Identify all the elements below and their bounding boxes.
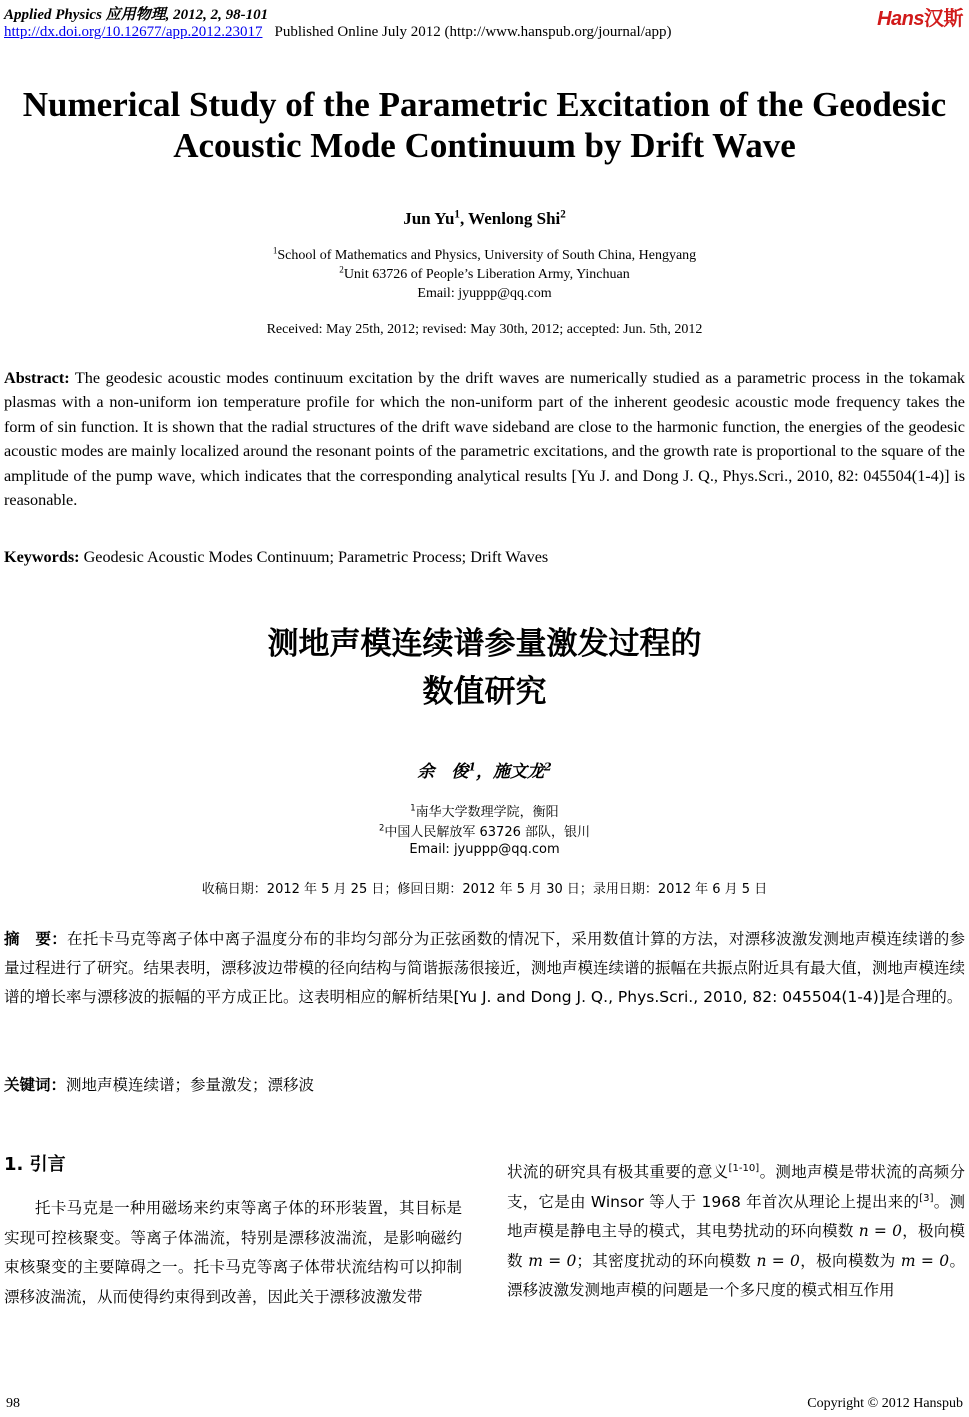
author-list [0, 209, 969, 229]
citation-2: [3] [919, 1192, 934, 1204]
abstract-label: Abstract: [4, 369, 70, 387]
math-m-eq-0: m = 0 [528, 1251, 577, 1270]
cn-title [0, 620, 969, 716]
author-2-sup: 2 [560, 208, 566, 221]
aff2-sup: 2 [339, 264, 344, 275]
affiliation-2 [0, 264, 969, 283]
journal-name: Applied Physics 应用物理, 2012, 2, 98-101 [4, 7, 269, 23]
math-n-eq-0-density: n = 0 [756, 1251, 800, 1270]
right-text-2: 。测地声模是带状流的高频分支，它是由 Winsor 等人于 1968 年首次从理论上提出来的 [507, 1163, 965, 1211]
body-column-right [507, 1158, 965, 1306]
cn-aff1-text: 南华大学数理学院，衡阳 [415, 805, 559, 820]
right-text-4: ，极向模数 [507, 1222, 965, 1270]
received-dates: Received: May 25th, 2012; revised: May 30th, 2012; accepted: Jun. 5th, 2012 [266, 322, 703, 337]
right-text-3: 。测地声模是静电主导的模式，其电势扰动的环向模数 [507, 1192, 965, 1240]
math-n-eq-0: n = 0 [858, 1222, 902, 1240]
right-text-1: 状流的研究具有极其重要的意义 [507, 1163, 729, 1181]
cn-email: Email: jyuppp@qq.com [409, 842, 560, 857]
affiliation-1 [0, 245, 969, 264]
publisher-logo [877, 2, 963, 31]
aff2-text: Unit 63726 of People’s Liberation Army, Yinchuan [343, 267, 630, 282]
right-text-5: ；其密度扰动的环向模数 [576, 1251, 757, 1270]
logo-cn: 汉斯 [924, 8, 963, 30]
cn-affiliation-1 [0, 801, 969, 820]
citation-1: [1-10] [728, 1162, 760, 1174]
cn-title-line-2: 数值研究 [422, 674, 547, 710]
cn-author-2: 施文龙 [493, 762, 544, 782]
cn-aff2-text: 中国人民解放军 63726 部队，银川 [384, 825, 590, 840]
cn-keywords-text: 测地声模连续谱；参量激发；漂移波 [66, 1076, 315, 1094]
doi-line [4, 24, 672, 41]
published-online: Published Online July 2012 (http://www.hanspub.org/journal/app) [274, 24, 672, 40]
cn-abstract-text: 在托卡马克等离子体中离子温度分布的非均匀部分为正弦函数的情况下，采用数值计算的方法，对漂移波激发测地声模连续谱的参量过程进行了研究。结果表明，漂移波边带模的径向结构与简谐振荡很接近，测地声模连续谱的振幅在共振点附近具有最大值，测地声模连续谱的增长率与漂移波的振幅的平方成正比。这表明相应的解析结果[Yu J. and Dong J. Q., Phys.Scri., 2010, 82: 045504(1-4)]是合理的。 [4, 930, 966, 1006]
author-1-sup: 1 [454, 208, 460, 221]
cn-author-list [0, 757, 969, 782]
abstract-text: The geodesic acoustic modes continuum excitation by the drift waves are numerically studied as a parametric process in the tokamak plasmas with a non-uniform ion temperature profile for which the non-uniform part of the inherent geodesic acoustic mode frequency takes the form of sin function. It is shown that the radial structures of the drift wave sideband are close to the harmonic function, the energies of the geodesic acoustic modes are mainly localized around the resonant points of the parametric excitations, and the growth rate is proportional to the square of the amplitude of the pump wave, which indicates that the corresponding analytical results [Yu J. and Dong J. Q., Phys.Scri., 2010, 82: 045504(1-4)] is reasonable. [4, 369, 965, 510]
body-column-left: 托卡马克是一种用磁场来约束等离子体的环形装置，其目标是实现可控核聚变。等离子体湍流，特别是漂移波湍流，是影响磁约束核聚变的主要障碍之一。托卡马克等离子体带状流结构可以抑制漂移波湍流，从而使得约束得到改善，因此关于漂移波激发带 [4, 1199, 462, 1306]
cn-keywords [4, 1073, 965, 1095]
cn-author-1: 余 俊 [417, 762, 469, 782]
cn-abstract [4, 925, 965, 1012]
cn-affiliation-2 [0, 821, 969, 840]
cn-author-sep: ， [476, 762, 493, 782]
author-sep: , [459, 209, 469, 228]
keywords-text: Geodesic Acoustic Modes Continuum; Parametric Process; Drift Waves [83, 548, 549, 566]
keywords-label: Keywords: [4, 548, 80, 566]
aff1-text: School of Mathematics and Physics, University of South China, Hengyang [277, 248, 697, 263]
cn-author-2-sup: 2 [544, 760, 552, 774]
cn-title-line-1: 测地声模连续谱参量激发过程的 [267, 626, 702, 662]
math-m-eq-0-density: m = 0 [900, 1251, 950, 1270]
title-line-1: Numerical Study of the Parametric Excitation of the Geodesic [22, 85, 947, 124]
author-1: Jun Yu [403, 209, 455, 228]
cn-keywords-label: 关键词： [4, 1076, 67, 1094]
right-text-6: ，极向模数为 [799, 1251, 901, 1270]
aff1-sup: 1 [272, 245, 278, 256]
email: Email: jyuppp@qq.com [417, 286, 552, 301]
paper-title [0, 84, 969, 166]
cn-aff2-sup: 2 [379, 822, 385, 833]
copyright: Copyright © 2012 Hanspub [807, 1396, 963, 1411]
section-heading: 1. 引言 [4, 1154, 66, 1175]
page-number: 98 [6, 1396, 20, 1411]
cn-dates: 收稿日期：2012 年 5 月 25 日；修回日期：2012 年 5 月 30 日；录用日期：2012 年 6 月 5 日 [201, 882, 768, 897]
abstract [4, 366, 965, 512]
logo-latin: Hans [877, 8, 924, 30]
running-header [4, 3, 965, 30]
author-2: Wenlong Shi [468, 209, 561, 228]
cn-abstract-label: 摘 要： [4, 930, 68, 948]
doi-link[interactable]: http://dx.doi.org/10.12677/app.2012.23017 [4, 24, 263, 40]
title-line-2: Acoustic Mode Continuum by Drift Wave [173, 126, 796, 165]
right-text-7: 。漂移波激发测地声模的问题是一个多尺度的模式相互作用 [507, 1251, 965, 1299]
cn-author-1-sup: 1 [468, 760, 476, 774]
keywords [4, 548, 965, 567]
cn-aff1-sup: 1 [410, 802, 416, 813]
